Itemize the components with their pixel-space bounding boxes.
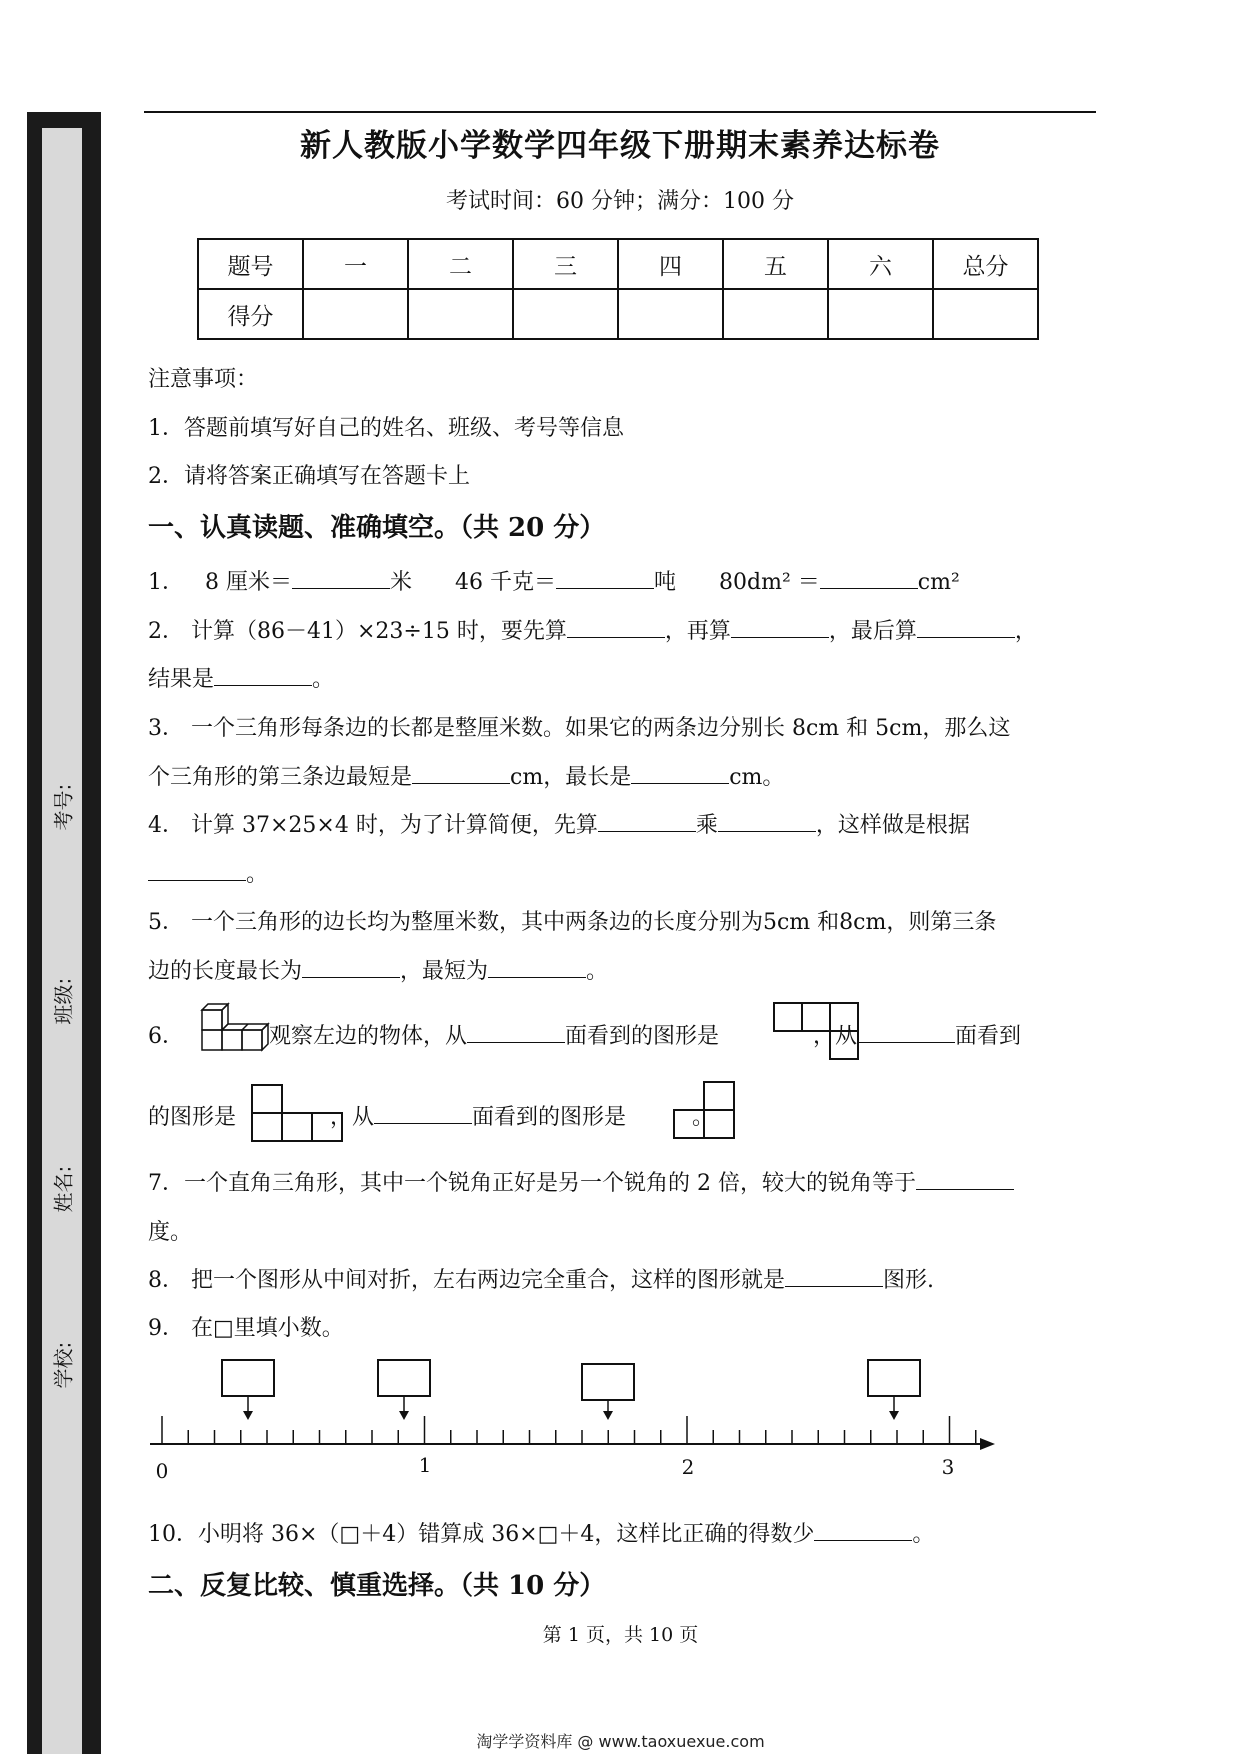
answer-box[interactable]	[582, 1364, 634, 1400]
answer-blank[interactable]	[785, 1266, 883, 1287]
score-cell: 六	[828, 239, 933, 289]
answer-box[interactable]	[868, 1360, 920, 1396]
section1-heading: 一、认真读题、准确填空。（共 20 分）	[148, 513, 606, 543]
cube-stack-figure	[198, 1002, 270, 1058]
answer-blank[interactable]	[731, 617, 829, 638]
tick-label-2: 2	[681, 1455, 695, 1479]
exam-number-label: 考号:	[51, 783, 76, 831]
note-item: 1．答题前填写好自己的姓名、班级、考号等信息	[148, 416, 624, 441]
tick-label-1: 1	[418, 1453, 432, 1477]
class-label: 班级:	[51, 977, 76, 1025]
question-6-cont: 的图形是 ，从 面看到的图形是 。	[148, 1105, 715, 1130]
score-table-score-row	[198, 289, 1038, 339]
score-table-header-row	[198, 239, 1038, 289]
score-cell: 二	[408, 239, 513, 289]
view-shape-2	[250, 1083, 344, 1145]
score-input-cell[interactable]	[513, 289, 618, 339]
answer-blank[interactable]	[556, 568, 654, 589]
answer-blank[interactable]	[718, 811, 816, 832]
question-4-cont: 。	[148, 857, 268, 888]
answer-blank[interactable]	[814, 1520, 912, 1541]
question-3-cont: 个三角形的第三条边最短是 cm，最长是 cm。	[148, 765, 785, 790]
school-label: 学校:	[51, 1341, 76, 1389]
exam-info: 考试时间：60 分钟；满分：100 分	[446, 189, 794, 214]
score-cell: 得分	[198, 289, 303, 339]
answer-blank[interactable]	[214, 665, 312, 686]
answer-blank[interactable]	[488, 957, 586, 978]
answer-box[interactable]	[378, 1360, 430, 1396]
view-shape-1	[772, 1001, 864, 1063]
page-number: 第 1 页，共 10 页	[542, 1624, 699, 1646]
answer-blank[interactable]	[302, 957, 400, 978]
axis-arrow	[980, 1438, 995, 1450]
score-input-cell[interactable]	[933, 289, 1038, 339]
score-input-cell[interactable]	[618, 289, 723, 339]
tick-label-3: 3	[941, 1455, 955, 1479]
number-line	[150, 1348, 1000, 1488]
answer-blank[interactable]	[374, 1103, 472, 1124]
view-shape-3	[672, 1080, 738, 1142]
answer-blank[interactable]	[820, 568, 918, 589]
score-input-cell[interactable]	[408, 289, 513, 339]
question-5: 5． 一个三角形的边长均为整厘米数，其中两条边的长度分别为5cm 和8cm，则第三条	[148, 910, 997, 935]
score-cell: 总分	[933, 239, 1038, 289]
question-5-cont: 边的长度最长为 ，最短为 。	[148, 959, 609, 984]
answer-blank[interactable]	[631, 763, 729, 784]
answer-blank[interactable]	[412, 763, 510, 784]
score-cell: 题号	[198, 239, 303, 289]
note-item: 2．请将答案正确填写在答题卡上	[148, 464, 470, 489]
name-label: 姓名:	[51, 1165, 76, 1213]
binding-margin	[27, 112, 101, 1754]
score-cell: 三	[513, 239, 618, 289]
answer-blank[interactable]	[598, 811, 696, 832]
question-6: 6． 观察左边的物体，从 面看到的图形是 ，从 面看到	[148, 1024, 1022, 1049]
watermark: 淘学学资料库 @ www.taoxuexue.com	[476, 1732, 765, 1751]
answer-blank[interactable]	[567, 617, 665, 638]
question-2: 2． 计算（86－41）×23÷15 时，要先算 ，再算 ，最后算 ，	[148, 619, 1037, 644]
question-7-cont: 度。	[148, 1220, 193, 1245]
pointer-arrow	[889, 1411, 899, 1420]
answer-blank[interactable]	[292, 568, 390, 589]
answer-blank[interactable]	[467, 1022, 565, 1043]
tick-label-0: 0	[155, 1459, 169, 1483]
score-cell: 一	[303, 239, 408, 289]
binding-strip	[42, 128, 82, 1754]
question-1: 1． 8 厘米＝ 米 46 千克＝ 吨 80dm² ＝ cm²	[148, 570, 960, 595]
question-9: 9． 在□里填小数。	[148, 1316, 344, 1341]
question-7: 7．一个直角三角形，其中一个锐角正好是另一个锐角的 2 倍，较大的锐角等于	[148, 1166, 1014, 1197]
answer-blank[interactable]	[917, 617, 1015, 638]
question-4: 4． 计算 37×25×4 时，为了计算简便，先算 乘 ，这样做是根据	[148, 813, 970, 838]
question-10: 10．小明将 36×（□＋4）错算成 36×□＋4，这样比正确的得数少 。	[148, 1522, 935, 1547]
page-title: 新人教版小学数学四年级下册期末素养达标卷	[300, 128, 940, 164]
question-8: 8． 把一个图形从中间对折，左右两边完全重合，这样的图形就是 图形.	[148, 1268, 934, 1293]
score-input-cell[interactable]	[828, 289, 933, 339]
notes-heading: 注意事项：	[148, 367, 259, 392]
score-input-cell[interactable]	[303, 289, 408, 339]
pointer-arrow	[243, 1411, 253, 1420]
section2-heading: 二、反复比较、慎重选择。（共 10 分）	[148, 1571, 606, 1601]
answer-box[interactable]	[222, 1360, 274, 1396]
answer-blank[interactable]	[916, 1169, 1014, 1190]
answer-blank[interactable]	[148, 860, 246, 881]
score-cell: 五	[723, 239, 828, 289]
question-2-cont: 结果是 。	[148, 667, 335, 692]
score-input-cell[interactable]	[723, 289, 828, 339]
pointer-arrow	[603, 1411, 613, 1420]
score-table	[197, 238, 1039, 340]
pointer-arrow	[399, 1411, 409, 1420]
score-cell: 四	[618, 239, 723, 289]
question-3: 3． 一个三角形每条边的长都是整厘米数。如果它的两条边分别长 8cm 和 5cm，那么这	[148, 716, 1011, 741]
answer-blank[interactable]	[857, 1022, 955, 1043]
header-rule	[144, 111, 1096, 113]
